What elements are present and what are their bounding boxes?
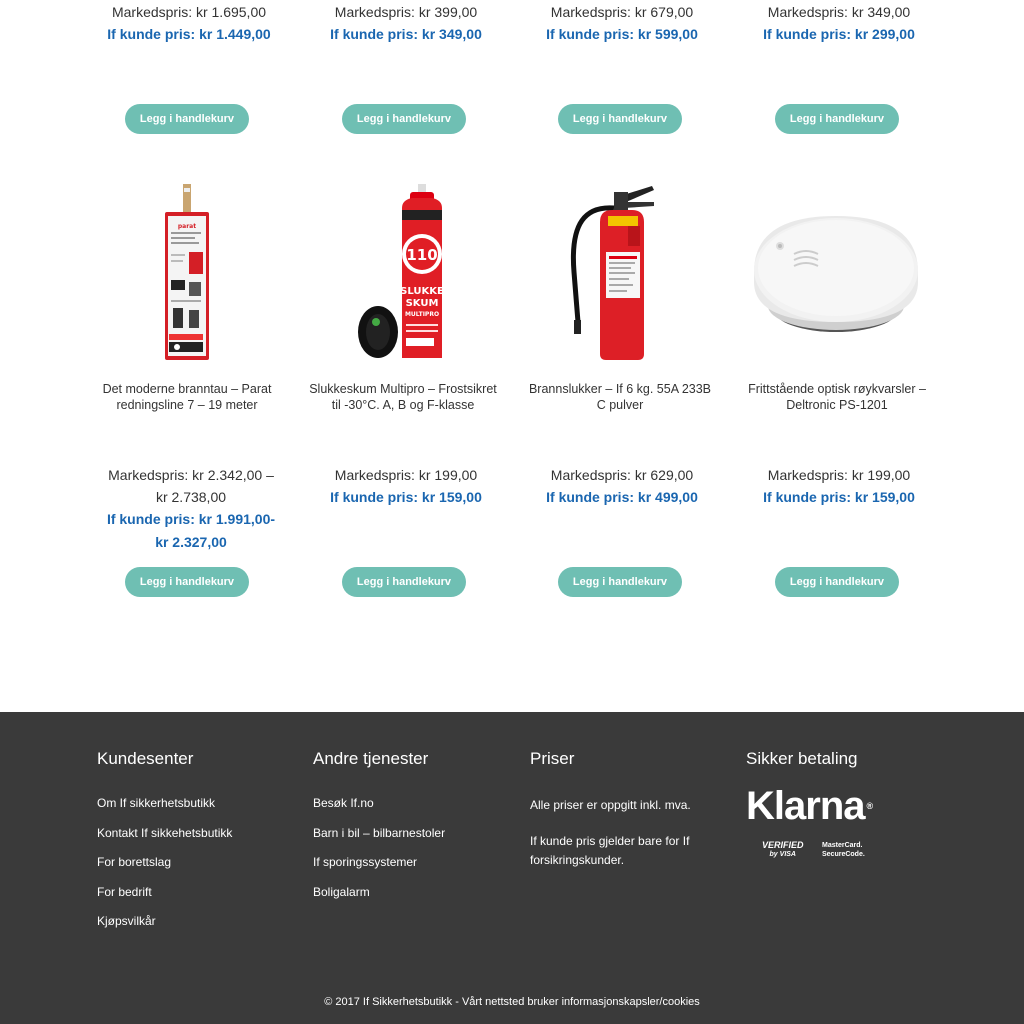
can-label-slukke: SLUKKE	[400, 286, 444, 297]
can-label-multipro: MULTIPRO	[404, 311, 440, 318]
market-price: Markedspris: kr 629,00	[550, 467, 694, 483]
member-price-line: kr 2.327,00	[155, 534, 227, 550]
footer-column-kundesenter	[97, 748, 232, 944]
payment-badges	[746, 840, 872, 864]
product-title[interactable]	[295, 382, 511, 413]
footer-link-tracking[interactable]: If sporingssystemer	[313, 855, 418, 869]
member-price: If kunde pris: kr 499,00	[546, 489, 698, 505]
verified-by-visa-logo	[762, 840, 804, 860]
can-label-skum: SKUM	[405, 298, 439, 309]
footer-link-about[interactable]: Om If sikkerhetsbutikk	[97, 796, 216, 810]
member-price: If kunde pris: kr 1.449,00	[107, 26, 271, 42]
market-price: Markedspris: kr 199,00	[334, 467, 478, 483]
market-price-line: Markedspris: kr 2.342,00 –	[108, 467, 274, 483]
klarna-wordmark: Klarna	[746, 784, 865, 828]
footer-text-customer-price	[530, 832, 691, 871]
product-card-6	[295, 382, 511, 413]
product-title-line[interactable]: til -30°C. A, B og F-klasse	[331, 397, 475, 412]
footer-heading: Priser	[530, 749, 575, 768]
product-card-6-prices	[298, 464, 514, 509]
klarna-registered-mark: ®	[866, 801, 873, 811]
market-price: Markedspris: kr 1.695,00	[111, 4, 267, 20]
member-price: If kunde pris: kr 159,00	[763, 489, 915, 505]
site-footer	[0, 712, 1024, 1024]
add-to-cart-button[interactable]: Legg i handlekurv	[558, 104, 682, 134]
add-to-cart-button[interactable]: Legg i handlekurv	[125, 567, 249, 597]
product-card-4-prices	[731, 1, 947, 46]
footer-link-terms[interactable]: Kjøpsvilkår	[97, 914, 156, 928]
footer-text-line: If kunde pris gjelder bare for If	[530, 833, 690, 848]
mastercard-line: MasterCard.	[822, 842, 863, 849]
footer-text-vat: Alle priser er oppgitt inkl. mva.	[530, 798, 691, 812]
smoke-detector-product-image[interactable]	[750, 210, 920, 340]
member-price-line: If kunde pris: kr 1.991,00-	[106, 511, 276, 527]
powder-extinguisher-product-image[interactable]	[566, 182, 660, 364]
footer-heading: Kundesenter	[97, 749, 194, 768]
product-card-5-prices	[83, 464, 299, 554]
product-card-1-prices	[81, 1, 297, 46]
add-to-cart-button[interactable]: Legg i handlekurv	[125, 104, 249, 134]
can-label-110: 110	[406, 246, 438, 264]
rescue-rope-product-image[interactable]	[155, 182, 217, 364]
add-to-cart-button[interactable]: Legg i handlekurv	[342, 567, 466, 597]
footer-heading: Andre tjenester	[313, 749, 429, 768]
product-title-line[interactable]: Det moderne branntau – Parat	[102, 382, 272, 396]
product-card-8-prices	[731, 464, 947, 509]
product-title[interactable]	[729, 382, 945, 413]
add-to-cart-button[interactable]: Legg i handlekurv	[775, 567, 899, 597]
market-price: Markedspris: kr 399,00	[334, 4, 478, 20]
market-price-line: kr 2.738,00	[155, 489, 227, 505]
add-to-cart-button[interactable]: Legg i handlekurv	[775, 104, 899, 134]
footer-column-andre-tjenester	[313, 748, 445, 914]
footer-link-if-no[interactable]: Besøk If.no	[313, 796, 374, 810]
product-card-7-prices	[514, 464, 730, 509]
add-to-cart-button[interactable]: Legg i handlekurv	[342, 104, 466, 134]
member-price: If kunde pris: kr 349,00	[330, 26, 482, 42]
copyright-notice: © 2017 If Sikkerhetsbutikk - Vårt nettsted bruker informasjonskapsler/cookies	[324, 996, 700, 1008]
member-price	[83, 508, 299, 554]
product-card-3-prices	[514, 1, 730, 46]
footer-link-housing[interactable]: For borettslag	[97, 855, 172, 869]
market-price	[83, 464, 299, 508]
product-title-line[interactable]: C pulver	[596, 397, 644, 412]
product-card-7	[512, 382, 728, 413]
klarna-logo	[746, 786, 872, 826]
product-title-line[interactable]: redningsline 7 – 19 meter	[116, 397, 258, 412]
member-price: If kunde pris: kr 299,00	[763, 26, 915, 42]
footer-column-betaling	[746, 748, 872, 864]
footer-text-line: forsikringskunder.	[530, 853, 625, 867]
footer-link-home-alarm[interactable]: Boligalarm	[313, 884, 370, 899]
product-title-line[interactable]: Frittstående optisk røykvarsler –	[748, 382, 926, 396]
footer-link-child-seats[interactable]: Barn i bil – bilbarnestoler	[313, 825, 446, 840]
product-title[interactable]	[512, 382, 728, 413]
product-title-line[interactable]: Deltronic PS-1201	[786, 397, 888, 412]
product-card-2-prices	[298, 1, 514, 46]
product-card-8	[729, 382, 945, 413]
visa-line: VERIFIED	[762, 840, 804, 850]
footer-link-business[interactable]: For bedrift	[97, 884, 152, 899]
mastercard-line: SecureCode.	[822, 851, 865, 858]
product-title[interactable]	[79, 382, 295, 413]
market-price: Markedspris: kr 199,00	[767, 467, 911, 483]
product-title-line[interactable]: Brannslukker – If 6 kg. 55A 233B	[528, 382, 712, 396]
footer-column-priser	[530, 748, 691, 887]
market-price: Markedspris: kr 349,00	[767, 4, 911, 20]
footer-heading: Sikker betaling	[746, 749, 858, 768]
member-price: If kunde pris: kr 599,00	[546, 26, 698, 42]
foam-extinguisher-product-image[interactable]	[356, 182, 452, 364]
parat-logo-text: parat	[177, 223, 197, 230]
member-price: If kunde pris: kr 159,00	[330, 489, 482, 505]
market-price: Markedspris: kr 679,00	[550, 4, 694, 20]
product-title-line[interactable]: Slukkeskum Multipro – Frostsikret	[309, 382, 497, 396]
visa-line: by VISA	[769, 851, 796, 858]
mastercard-securecode-logo	[822, 841, 865, 859]
product-card-5	[79, 382, 295, 413]
footer-link-contact[interactable]: Kontakt If sikkehetsbutikk	[97, 825, 233, 840]
add-to-cart-button[interactable]: Legg i handlekurv	[558, 567, 682, 597]
